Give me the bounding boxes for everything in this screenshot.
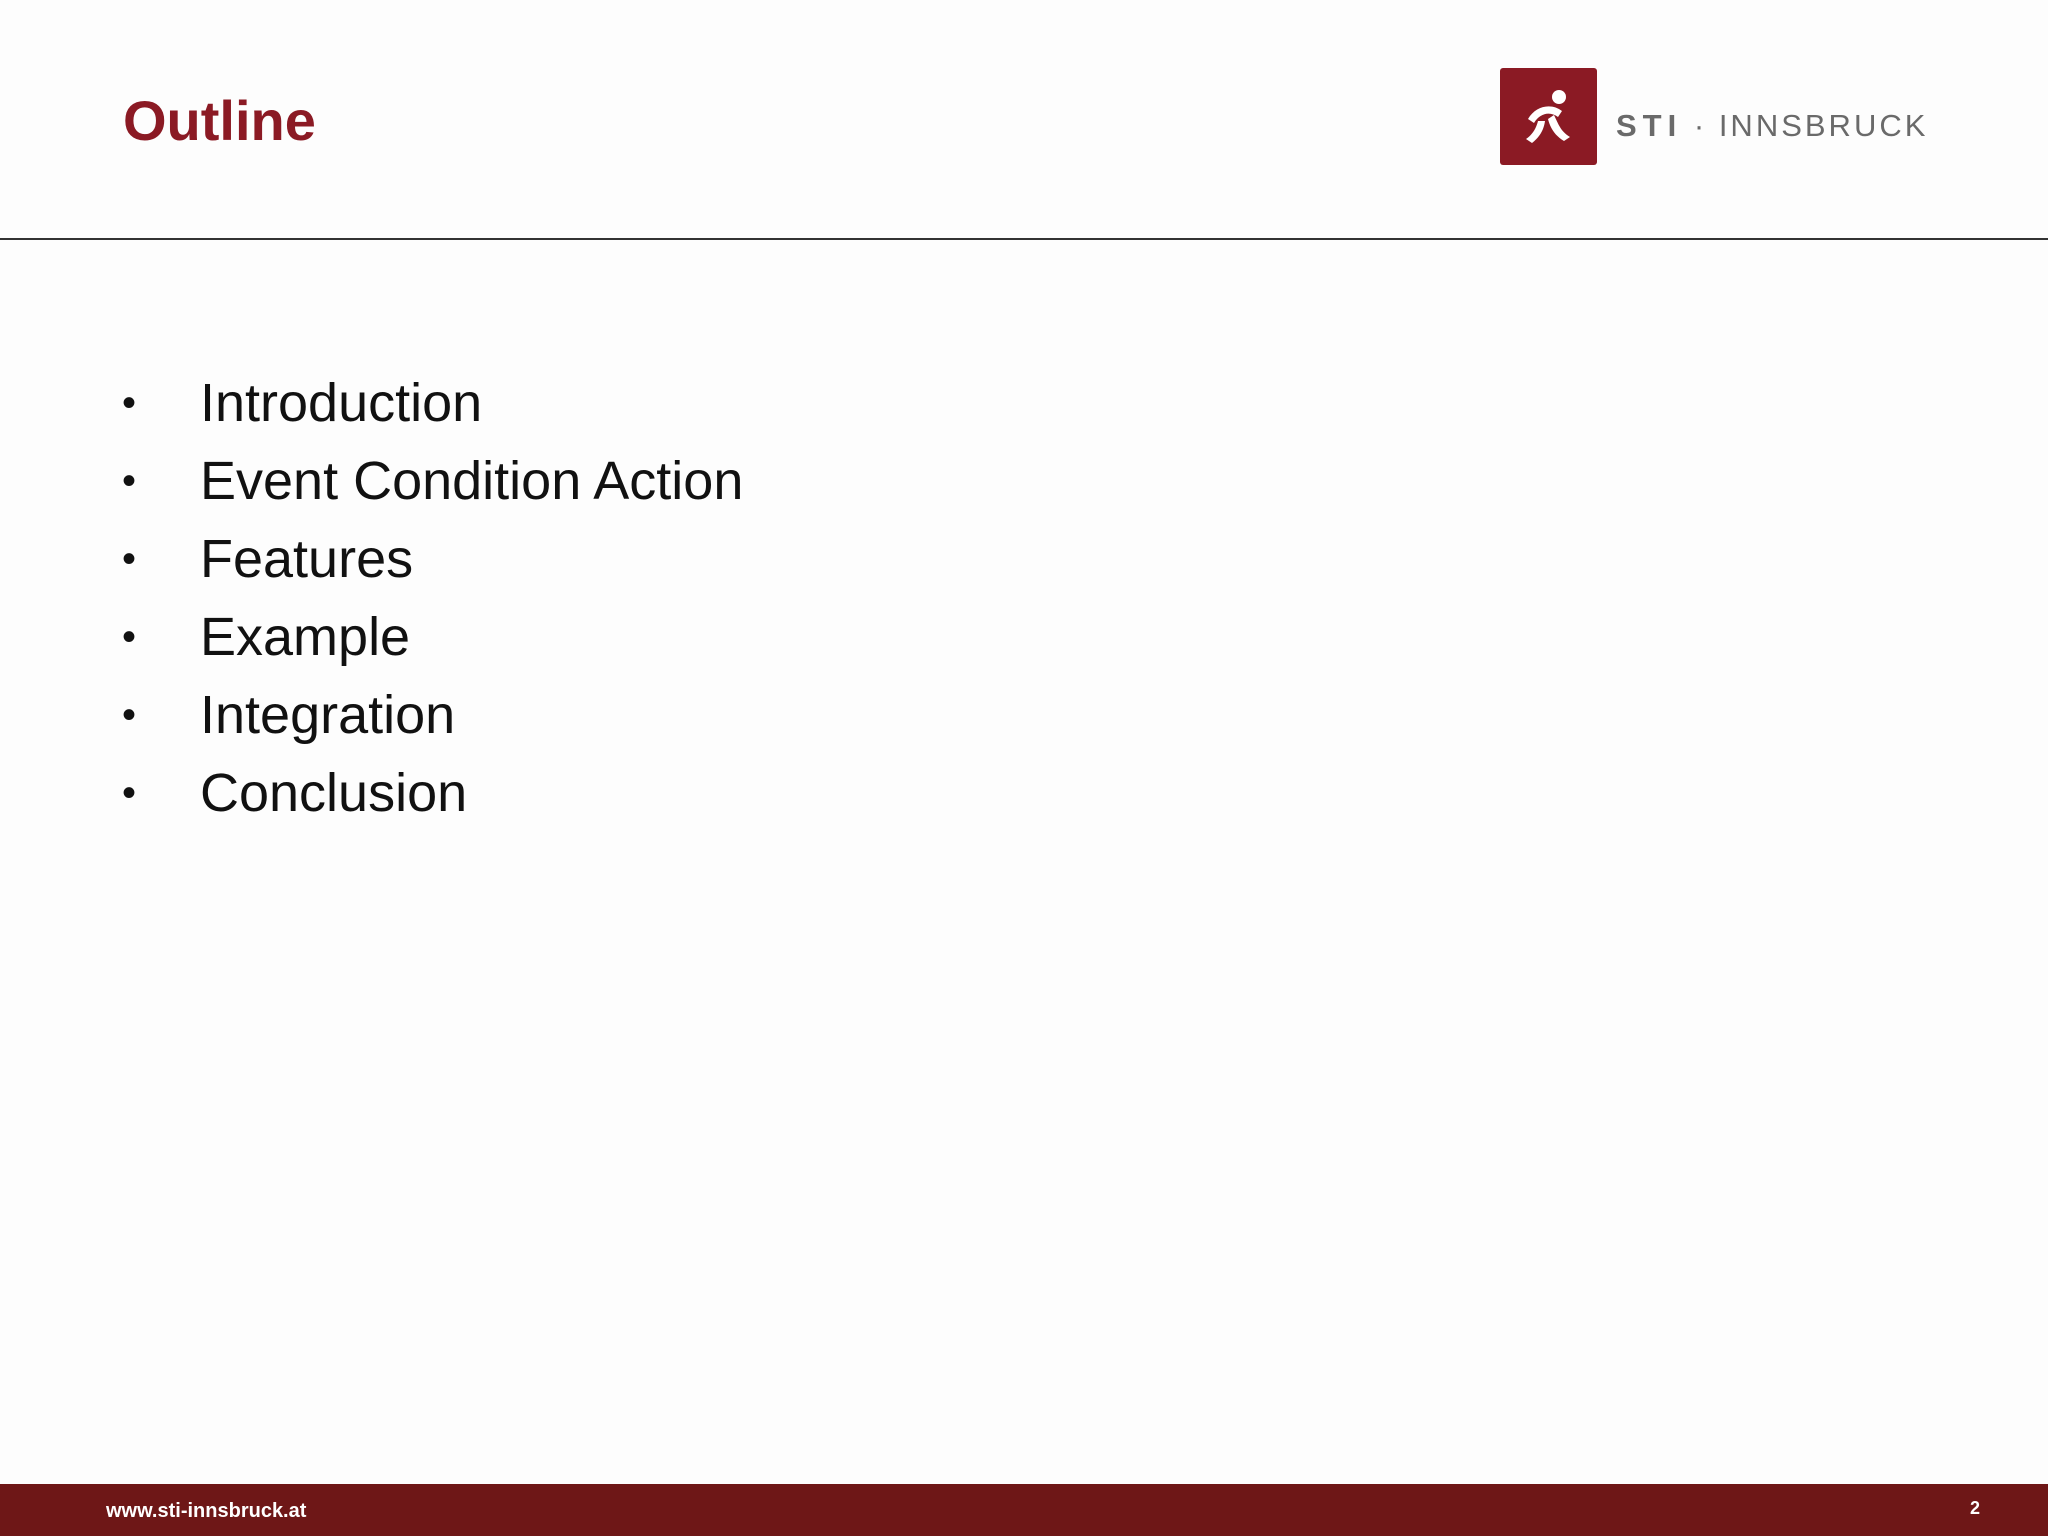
- bullet-text: Event Condition Action: [200, 451, 744, 511]
- sti-figure-logo-icon: [1500, 68, 1597, 165]
- bullet-marker: •: [122, 770, 137, 815]
- bullet-marker: •: [122, 536, 137, 581]
- footer-url: www.sti-innsbruck.at: [106, 1500, 307, 1522]
- logo-text-sti: STI: [1616, 108, 1683, 143]
- bullet-item: [118, 754, 743, 832]
- bullet-item: [118, 364, 743, 442]
- slide-title: Outline: [123, 89, 316, 152]
- bullet-marker: •: [122, 458, 137, 503]
- header-divider: [0, 238, 2048, 240]
- sti-innsbruck-logo: [1500, 67, 1928, 165]
- bullet-text: Conclusion: [200, 763, 468, 823]
- footer-bar: [0, 1484, 2048, 1536]
- sti-figure-logo-glyph: [1514, 81, 1584, 151]
- bullet-text: Introduction: [200, 373, 483, 433]
- outline-bullet-list: [118, 364, 743, 832]
- bullet-item: [118, 598, 743, 676]
- bullet-item: [118, 676, 743, 754]
- bullet-marker: •: [122, 380, 137, 425]
- page-number: 2: [1969, 1498, 1980, 1518]
- logo-separator: ·: [1693, 108, 1708, 143]
- bullet-text: Features: [200, 529, 414, 589]
- logo-text-innsbruck: INNSBRUCK: [1718, 108, 1929, 143]
- logo-wordmark: [1616, 108, 1928, 144]
- bullet-text: Example: [200, 607, 411, 667]
- bullet-marker: •: [122, 692, 137, 737]
- bullet-item: [118, 442, 743, 520]
- bullet-marker: •: [122, 614, 137, 659]
- bullet-text: Integration: [200, 685, 456, 745]
- bullet-item: [118, 520, 743, 598]
